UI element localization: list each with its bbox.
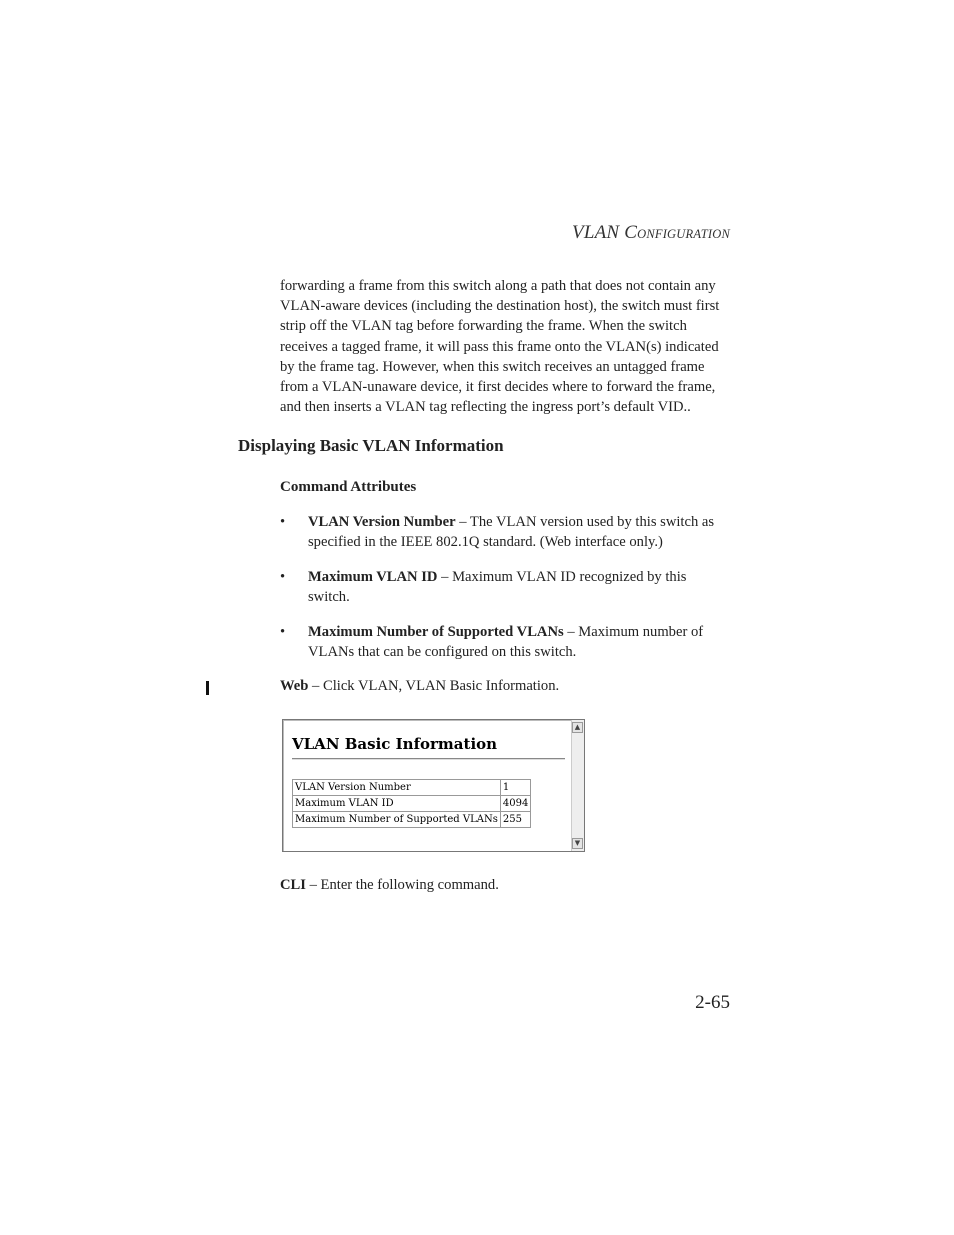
cli-label: CLI <box>280 877 306 893</box>
vertical-scrollbar[interactable] <box>571 720 584 851</box>
cli-instruction <box>280 875 499 895</box>
attribute-term: VLAN Version Number <box>308 514 456 530</box>
row-label: Maximum VLAN ID <box>293 796 501 812</box>
title-divider <box>292 758 565 760</box>
running-header <box>572 222 730 244</box>
page-number: 2-65 <box>695 992 730 1013</box>
scroll-up-icon[interactable]: ▲ <box>572 722 583 733</box>
web-text: – Click VLAN, VLAN Basic Information. <box>308 678 560 694</box>
row-label: VLAN Version Number <box>293 780 501 796</box>
running-header-main: VLAN C <box>572 222 638 243</box>
web-label: Web <box>280 678 309 694</box>
row-value: 4094 <box>500 796 530 812</box>
vlan-info-table <box>292 779 531 828</box>
attribute-term: Maximum Number of Supported VLANs <box>308 624 564 640</box>
attribute-description: – Maximum number of VLANs that can be configured on this switch. <box>308 624 704 661</box>
row-label: Maximum Number of Supported VLANs <box>293 812 501 828</box>
attribute-item-max-vlan-id <box>280 567 730 608</box>
scroll-down-icon[interactable]: ▼ <box>572 838 583 849</box>
bullet-icon: • <box>280 624 286 640</box>
bullet-icon: • <box>280 514 286 530</box>
table-row <box>293 796 531 812</box>
attribute-description: – The VLAN version used by this switch as specified in the IEEE 802.1Q standard. (Web interface only.) <box>308 514 715 551</box>
attribute-item-version <box>280 512 730 553</box>
change-bar <box>206 681 209 695</box>
table-row <box>293 780 531 796</box>
sub-heading: Command Attributes <box>280 479 417 495</box>
row-value: 1 <box>500 780 530 796</box>
attribute-text <box>308 512 730 553</box>
attribute-text <box>308 622 730 663</box>
cli-text: – Enter the following command. <box>305 877 499 893</box>
intro-paragraph: forwarding a frame from this switch along a path that does not contain any VLAN-aware devices (including the destination host), the switch must first strip off the VLAN tag before forwarding the frame. When the switch receives a tagged frame, it will pass this frame onto the VLAN(s) indicated by the frame tag. However, when this switch receives an untagged frame from a VLAN-unaware device, it first decides where to forward the frame, and then inserts a VLAN tag reflecting the ingress port’s default VID.. <box>280 278 720 416</box>
screenshot-title: VLAN Basic Information <box>292 735 498 753</box>
section-heading: Displaying Basic VLAN Information <box>238 436 504 455</box>
attribute-term: Maximum VLAN ID <box>308 569 438 585</box>
attribute-description: – Maximum VLAN ID recognized by this switch. <box>308 569 687 606</box>
attribute-item-max-supported <box>280 622 730 663</box>
attribute-text <box>308 567 730 608</box>
bullet-icon: • <box>280 569 286 585</box>
vlan-basic-info-screenshot <box>282 719 585 852</box>
web-instruction <box>280 676 559 696</box>
running-header-smallcaps: ONFIGURATION <box>637 227 730 241</box>
table-row <box>293 812 531 828</box>
row-value: 255 <box>500 812 530 828</box>
